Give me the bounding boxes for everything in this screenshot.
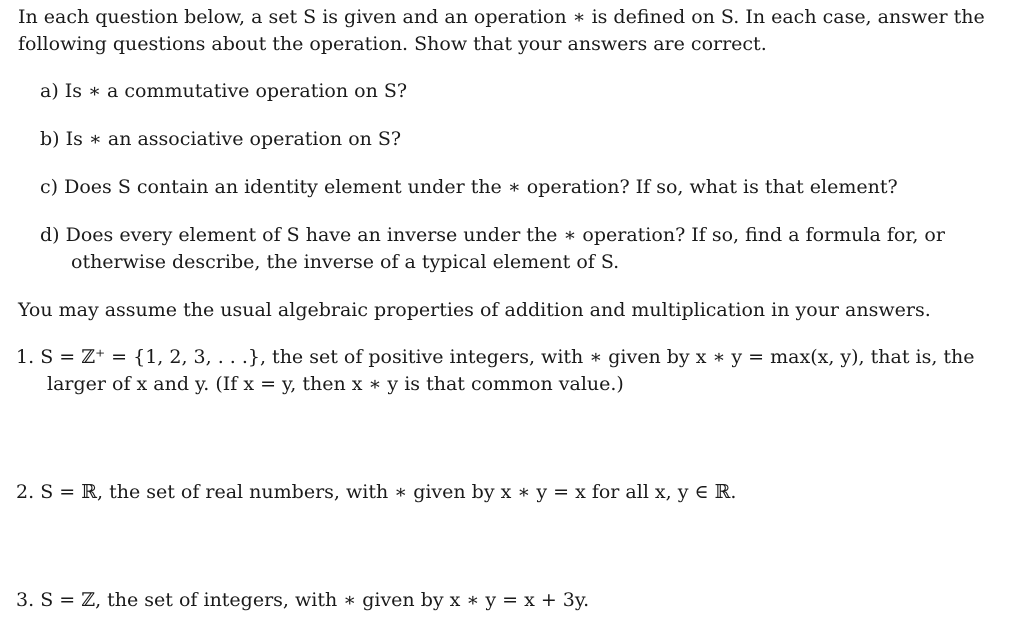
intro-paragraph: In each question below, a set S is given and an operation ∗ is defined on S. In each case, answer the following questions about the operation. Show that your answers are correct. (18, 6, 985, 55)
problem-text: S = ℤ, the set of integers, with ∗ given by x ∗ y = x + 3y. (40, 589, 590, 611)
problem-label: 3. (16, 589, 35, 611)
problem-3 (16, 587, 991, 614)
question-d (40, 222, 990, 276)
assumption-paragraph: You may assume the usual algebraic properties of addition and multiplication in your answers. (18, 299, 931, 321)
problem-text: S = ℤ⁺ = {1, 2, 3, . . .}, the set of positive integers, with ∗ given by x ∗ y = max(x, y), that is, the larger of x and y. (If x = y, then x ∗ y is that common value.) (40, 346, 975, 395)
question-text: Is ∗ an associative operation on S? (65, 128, 402, 150)
question-text: Does S contain an identity element under the ∗ operation? If so, what is that element? (64, 176, 898, 198)
question-b (40, 126, 990, 153)
problem-label: 1. (16, 346, 35, 368)
question-label: a) (40, 80, 59, 102)
question-a (40, 78, 990, 105)
question-text: Does every element of S have an inverse under the ∗ operation? If so, find a formula for, or otherwise describe, the inverse of a typical element of S. (65, 224, 945, 273)
problem-1 (16, 344, 991, 398)
question-text: Is ∗ a commutative operation on S? (64, 80, 408, 102)
problem-label: 2. (16, 481, 35, 503)
question-label: b) (40, 128, 60, 150)
problem-2 (16, 479, 991, 506)
question-c (40, 174, 990, 201)
question-label: d) (40, 224, 60, 246)
problem-text: S = ℝ, the set of real numbers, with ∗ given by x ∗ y = x for all x, y ∈ ℝ. (40, 481, 737, 503)
question-label: c) (40, 176, 59, 198)
